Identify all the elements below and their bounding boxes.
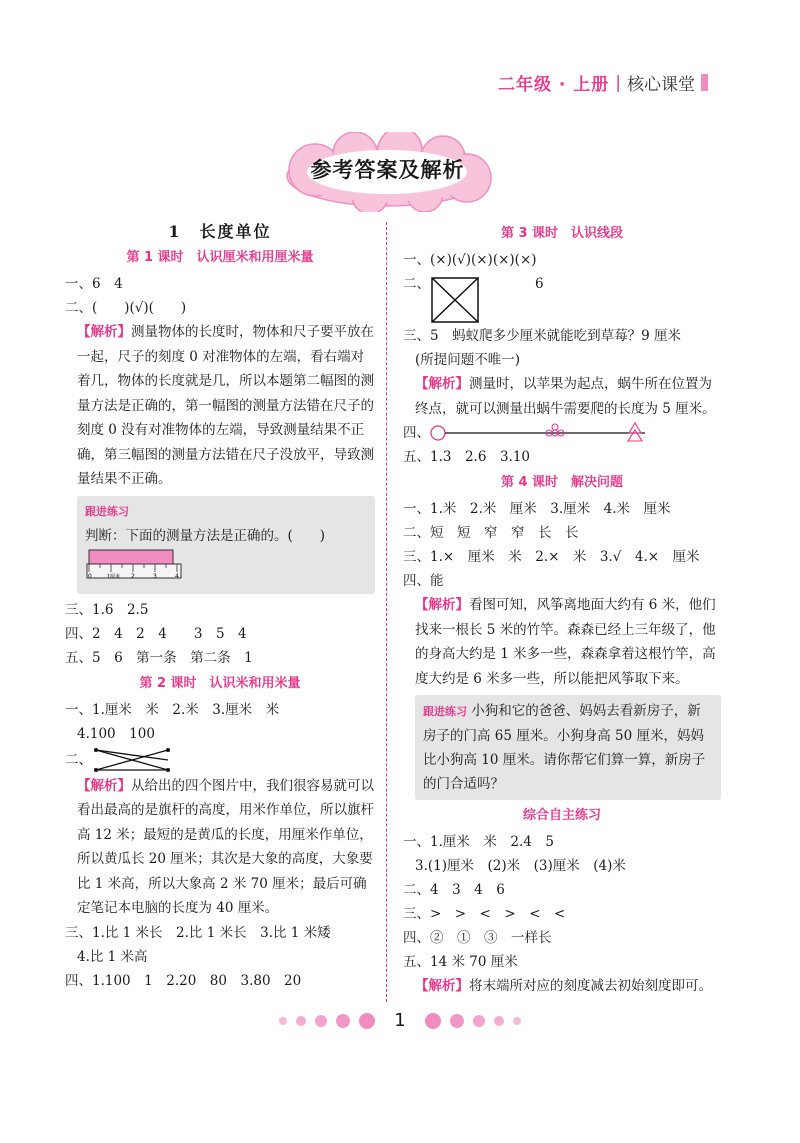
ruler-illustration: [85, 548, 185, 582]
answer-line: 一、1.米 2.米 厘米 3.厘米 4.米 厘米: [403, 501, 671, 517]
explanation: [77, 774, 375, 921]
answer-line: 一、(×)(√)(×)(×)(×): [403, 252, 537, 268]
answer-line: 三、> > < > < <: [403, 906, 566, 922]
practice-box: [415, 695, 721, 800]
explanation-tag: 【解析】: [415, 978, 469, 994]
dot-decoration: [450, 1014, 464, 1028]
ruler-label: 2: [131, 572, 135, 580]
answer-line-with-figure: [403, 421, 721, 445]
matching-lines-figure: [92, 746, 172, 774]
dot-decoration: [296, 1016, 306, 1026]
answer-line: 4.比 1 米高: [77, 948, 148, 965]
explanation-text: 从给出的四个图片中，我们很容易就可以看出最高的是旗杆的高度，用米作单位，所以旗杆高 12 米；最短的是黄瓜的长度，用厘米作单位，所以黄瓜长 20 厘米；其次是大象的高度，大象要比 1 米高，所以大象高 2 米 70 厘米；最后可确定笔记本电脑的长度为 40 厘米。: [77, 777, 374, 916]
explanation-tag: 【解析】: [415, 597, 469, 613]
line-segment-figure: [430, 421, 650, 445]
column-divider: [386, 222, 387, 1002]
page-title: 参考答案及解析: [310, 158, 465, 182]
unit-title: 1 长度单位: [168, 222, 272, 241]
explanation: [415, 372, 721, 421]
ruler-label: 1厘米: [107, 573, 121, 580]
practice-tag: 跟进练习: [85, 504, 129, 518]
ruler-label: 4: [175, 572, 179, 580]
explanation: [77, 320, 375, 492]
answer-line: 一、1.厘米 米 2.4 5: [403, 834, 554, 850]
lesson-3-title: 第 3 课时 认识线段: [500, 226, 624, 241]
answer-line: 三、1.× 厘米 米 2.× 米 3.√ 4.× 厘米: [403, 549, 700, 565]
answer-line: 四、能: [403, 573, 444, 589]
answer-line: 三、5 蚂蚁爬多少厘米就能吃到草莓？9 厘米: [403, 328, 681, 344]
section-label: 核心课堂: [627, 75, 695, 95]
explanation-text: 看图可知，风筝离地面大约有 6 米，他们找来一根长 5 米的竹竿。森森已经上三年级了，他的身高大约是 1 米多一些，森森拿着这根竹竿，高度大约是 6 米多一些，所以能把风筝取下来。: [415, 597, 716, 687]
practice-text: 小狗和它的爸爸、妈妈去看新房子，新房子的门高 65 厘米。小狗身高 50 厘米，妈妈比小狗高 10 厘米。请你帮它们算一算，新房子的门合适吗？: [423, 703, 706, 792]
dot-decoration: [494, 1016, 504, 1026]
answer-line: 一、6 4: [65, 276, 123, 292]
explanation-text: 将末端所对应的刻度减去初始刻度即可。: [469, 978, 712, 994]
practice-text: 判断：下面的测量方法是正确的。( ): [85, 527, 326, 544]
dot-decoration: [473, 1015, 485, 1027]
square-diagonals-figure: [430, 276, 480, 324]
page-header: [498, 70, 708, 95]
lesson-4-title: 第 4 课时 解决问题: [500, 475, 624, 490]
answer-line: 二、短 短 窄 窄 长 长: [403, 525, 579, 541]
header-separator: |: [615, 72, 621, 93]
explanation-tag: 【解析】: [77, 324, 131, 340]
answer-line: 五、14 米 70 厘米: [403, 954, 518, 970]
left-column: [65, 220, 375, 993]
answer-line: 四、2 4 2 4 3 5 4: [65, 625, 247, 642]
dot-decoration: [359, 1013, 375, 1029]
answer-line: 四、1.100 1 2.20 80 3.80 20: [65, 972, 302, 989]
answer-line: 一、1.厘米 米 2.米 3.厘米 米: [65, 701, 280, 718]
answer-line: 三、1.比 1 米长 2.比 1 米长 3.比 1 米矮: [65, 924, 331, 941]
dot-decoration: [336, 1014, 350, 1028]
answer-prefix: 二、: [65, 751, 92, 768]
page-footer: [0, 1010, 800, 1031]
answer-line: 二、4 3 4 6: [403, 882, 505, 898]
ruler-label: 3: [153, 572, 157, 580]
page-number: 1: [394, 1010, 406, 1031]
lesson-1-title: 第 1 课时 认识厘米和用厘米量: [126, 250, 314, 265]
answer-line: 4.100 100: [77, 725, 155, 742]
lesson-2-title: 第 2 课时 认识米和用米量: [139, 675, 301, 691]
answer-line-with-figure: [403, 272, 721, 324]
lesson-5-title: 综合自主练习: [522, 808, 601, 823]
header-bar-decoration: [701, 74, 708, 91]
explanation: [415, 974, 721, 999]
answer-prefix: 四、: [403, 425, 430, 441]
segment-count: 6: [535, 276, 544, 292]
answer-line: 五、5 6 第一条 第二条 1: [65, 649, 253, 666]
dot-decoration: [513, 1017, 521, 1025]
explanation-text: 测量物体的长度时，物体和尺子要平放在一起，尺子的刻度 0 对准物体的左端，看右端对着几，物体的长度就是几，所以本题第二幅图的测量方法是正确的，第一幅图的测量方法错在尺子的刻度 0 没有对准物体的左端，导致测量结果不正确，第三幅图的测量方法错在尺子没放平，导致测量结果不正确。: [77, 324, 374, 487]
answer-line: 三、1.6 2.5: [65, 601, 149, 618]
explanation-tag: 【解析】: [77, 777, 131, 794]
practice-box: [77, 496, 375, 594]
explanation: [415, 593, 721, 691]
answer-prefix: 二、: [403, 276, 430, 292]
dot-decoration: [425, 1013, 441, 1029]
ruler-label: 0: [88, 572, 92, 580]
right-column: [403, 220, 721, 999]
explanation-text: 测量时，以苹果为起点，蜗牛所在位置为终点，就可以测量出蜗牛需要爬的长度为 5 厘米。: [415, 376, 716, 417]
grade-label: 二年级 · 上册: [497, 75, 610, 95]
answer-line: 五、1.3 2.6 3.10: [403, 449, 530, 465]
practice-tag: 跟进练习: [423, 705, 467, 718]
explanation-tag: 【解析】: [415, 376, 469, 392]
answer-line: 二、( )(√)( ): [65, 300, 187, 316]
dot-decoration: [315, 1015, 327, 1027]
answer-line: 3.(1)厘米 (2)米 (3)厘米 (4)米: [415, 858, 626, 874]
answer-line: (所提问题不唯一): [415, 352, 521, 368]
answer-line-with-figure: [65, 746, 375, 774]
dot-decoration: [279, 1017, 287, 1025]
answer-line: 四、② ① ③ 一样长: [403, 930, 552, 946]
